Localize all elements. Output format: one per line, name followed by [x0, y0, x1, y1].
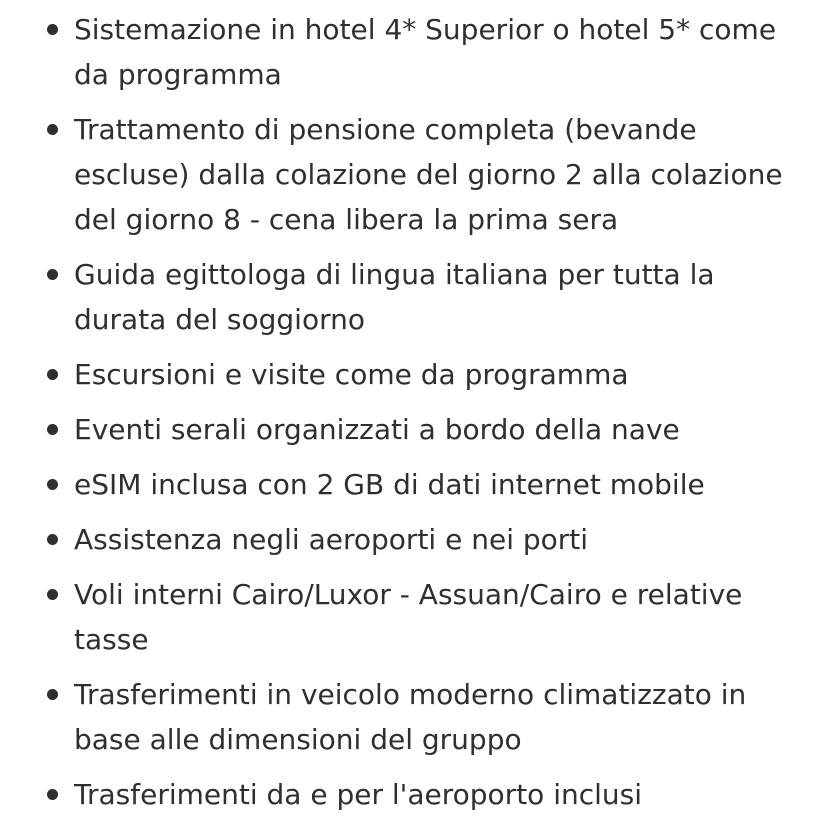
list-item	[74, 107, 804, 242]
bullet-icon	[47, 424, 58, 435]
list-item-text: eSIM inclusa con 2 GB di dati internet mobile	[74, 468, 705, 501]
list-item-text: Voli interni Cairo/Luxor - Assuan/Cairo e relative tasse	[74, 578, 743, 656]
list-item	[74, 772, 804, 817]
list-item	[74, 352, 804, 397]
list-item-text: Trattamento di pensione completa (bevande escluse) dalla colazione del giorno 2 alla colazione del giorno 8 - cena libera la prima sera	[74, 113, 783, 236]
list-item-text: Trasferimenti da e per l'aeroporto inclusi	[74, 778, 643, 811]
list-item-text: Eventi serali organizzati a bordo della nave	[74, 413, 680, 446]
list-item	[74, 252, 804, 342]
bullet-icon	[47, 369, 58, 380]
list-item-text: Escursioni e visite come da programma	[74, 358, 629, 391]
list-item	[74, 7, 804, 97]
list-item	[74, 672, 804, 762]
bullet-icon	[47, 789, 58, 800]
bullet-icon	[47, 24, 58, 35]
list-item	[74, 572, 804, 662]
bullet-icon	[47, 689, 58, 700]
bullet-icon	[47, 479, 58, 490]
list-item	[74, 407, 804, 452]
list-item-text: Trasferimenti in veicolo moderno climatizzato in base alle dimensioni del gruppo	[74, 678, 747, 756]
list-item-text: Assistenza negli aeroporti e nei porti	[74, 523, 589, 556]
bullet-icon	[47, 589, 58, 600]
list-item	[74, 462, 804, 507]
bullet-icon	[47, 269, 58, 280]
list-item	[74, 517, 804, 562]
bullet-icon	[47, 534, 58, 545]
list-item-text: Guida egittologa di lingua italiana per tutta la durata del soggiorno	[74, 258, 715, 336]
bullet-icon	[47, 124, 58, 135]
list-item-text: Sistemazione in hotel 4* Superior o hotel 5* come da programma	[74, 13, 777, 91]
inclusions-list	[74, 7, 804, 817]
